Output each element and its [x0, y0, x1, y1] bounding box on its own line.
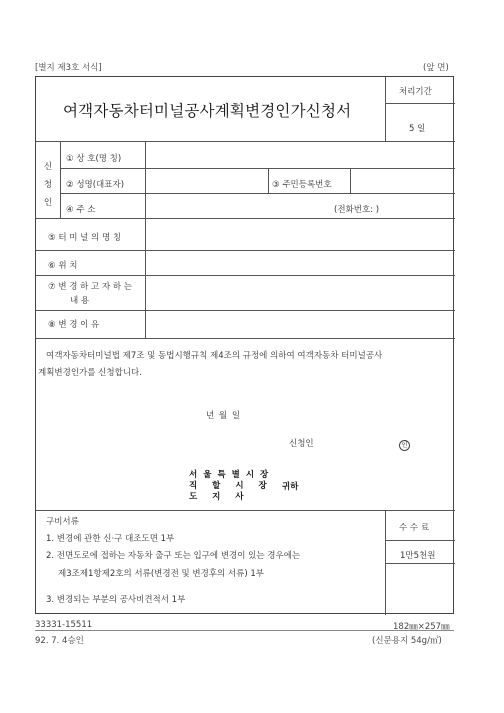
- terminal-name-label: ⑤ 터 미 널 의 명 칭: [48, 233, 122, 243]
- fee-label: 수 수 료: [399, 523, 430, 533]
- document-item-3: 3. 변경되는 부분의 공사비견적서 1부: [46, 595, 186, 605]
- application-statement-2: 계획변경인가를 신청합니다.: [38, 368, 142, 378]
- change-content-label: ⑦ 변 경 하 고 자 하 는: [48, 282, 133, 292]
- paper-size: 182㎜×257㎜: [393, 622, 450, 632]
- applicant-group-label: 신 청 인: [43, 162, 53, 208]
- registration-number-label: ③ 주민등록번호: [272, 180, 332, 190]
- document-item-2-continued: 제3조제1항제2호의 서류(변경전 및 변경후의 서류) 1부: [58, 569, 264, 579]
- form-code: 33331-15511: [35, 620, 93, 630]
- company-name-label: ① 상 호(명 칭): [66, 154, 122, 164]
- fee-value: 1만5천원: [400, 551, 436, 561]
- form-number: [별지 제3호 서식]: [35, 63, 102, 73]
- processing-period-label: 처리기간: [399, 87, 432, 97]
- address-label: ④ 주 소: [66, 205, 96, 215]
- representative-label: ② 성명(대표자): [66, 180, 125, 190]
- recipient-line-2: 직 할 시 장: [189, 481, 273, 491]
- change-reason-label: ⑧ 변 경 이 유: [48, 320, 100, 330]
- documents-title: 구비서류: [46, 517, 79, 527]
- phone-number: (전화번호: ): [334, 205, 380, 215]
- applicant-signature-label: 신청인: [289, 439, 314, 449]
- page-side: (앞 면): [423, 63, 449, 73]
- document-item-1: 1. 변경에 관한 신·구 대조도면 1부: [46, 534, 175, 544]
- recipient-suffix: 귀하: [282, 482, 299, 492]
- document-item-2: 2. 전면도로에 접하는 자동차 출구 또는 입구에 변경이 있는 경우에는: [46, 551, 301, 561]
- application-form: [35, 76, 454, 614]
- approval-date: 92. 7. 4승인: [35, 636, 84, 646]
- application-date: 년 월 일: [206, 411, 241, 421]
- seal-mark: 인: [399, 440, 410, 451]
- recipient-line-1: 서울특별시장: [189, 470, 275, 480]
- form-title: 여객자동차터미널공사계획변경인가신청서: [63, 102, 352, 120]
- location-label: ⑥ 위 치: [48, 261, 78, 271]
- processing-period-value: 5 일: [409, 124, 426, 134]
- paper-spec: (신문용지 54g/㎡): [372, 636, 442, 646]
- change-content-label-2: 내 용: [70, 296, 90, 306]
- application-statement: 여객자동차터미널법 제7조 및 동법시행규칙 제4조의 규정에 의하여 여객자동차 터미널공사: [46, 351, 383, 361]
- recipient-line-3: 도 지 사: [189, 492, 250, 502]
